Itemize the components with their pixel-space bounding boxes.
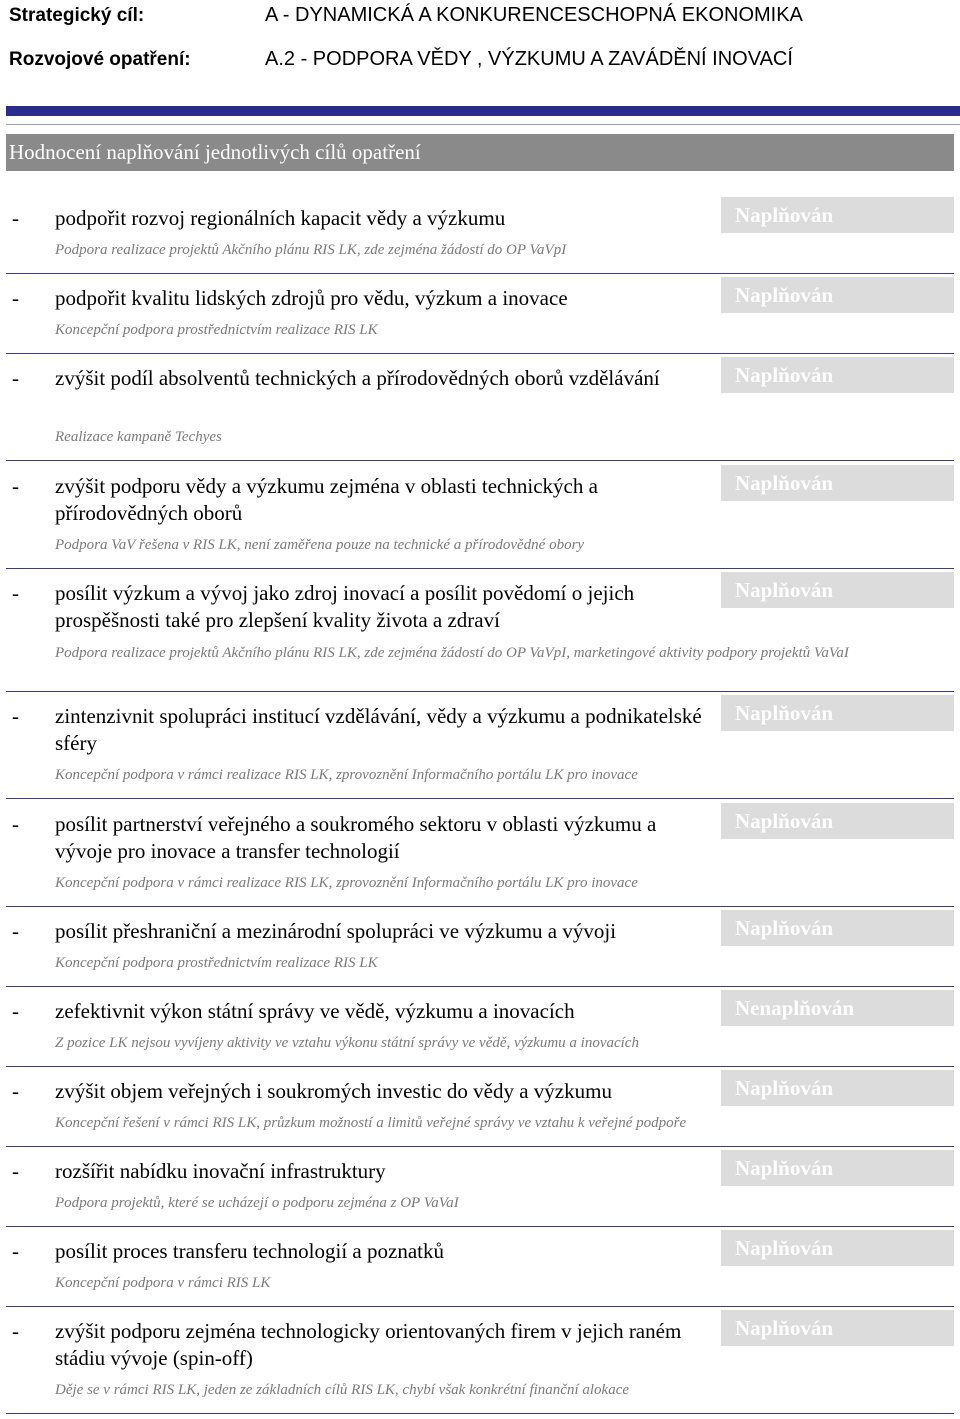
section-title: Hodnocení naplňování jednotlivých cílů opatření bbox=[6, 134, 954, 171]
goal-text: zintenzivnit spolupráci institucí vzdělávání, vědy a výzkumu a podnikatelské sféry bbox=[55, 704, 702, 755]
goal-note: Koncepční podpora v rámci RIS LK bbox=[55, 1275, 271, 1291]
goal-bullet: - bbox=[12, 704, 19, 728]
goal-separator bbox=[6, 798, 954, 799]
goal-note: Koncepční podpora v rámci realizace RIS LK, zprovoznění Informačního portálu LK pro inovace bbox=[55, 767, 638, 783]
goal-text: zvýšit objem veřejných i soukromých investic do vědy a výzkumu bbox=[55, 1079, 612, 1103]
goal-separator bbox=[6, 986, 954, 987]
goal-separator bbox=[6, 1413, 954, 1414]
goal-bullet: - bbox=[12, 919, 19, 943]
goal-status-badge: Naplňován bbox=[721, 572, 954, 608]
goal-bullet: - bbox=[12, 206, 19, 230]
goal-text: zvýšit podporu zejména technologicky orientovaných firem v jejich raném stádiu vývoje (spin-off) bbox=[55, 1319, 682, 1370]
goal-bullet: - bbox=[12, 1079, 19, 1103]
goal-bullet: - bbox=[12, 999, 19, 1023]
goal-note: Koncepční řešení v rámci RIS LK, průzkum možností a limitů veřejné správy ve vztahu k veřejné podpoře bbox=[55, 1115, 687, 1131]
goal-separator bbox=[6, 568, 954, 569]
goal-status-badge: Naplňován bbox=[721, 197, 954, 233]
goal-text: posílit výzkum a vývoj jako zdroj inovací a posílit povědomí o jejich prospěšnosti také pro zlepšení kvality života a zdraví bbox=[55, 581, 635, 632]
goal-note: Podpora VaV řešena v RIS LK, není zaměřena pouze na technické a přírodovědné obory bbox=[55, 537, 585, 553]
goal-status-badge: Naplňován bbox=[721, 910, 954, 946]
goal-status-badge: Naplňován bbox=[721, 1070, 954, 1106]
goal-text: zefektivnit výkon státní správy ve vědě, výzkumu a inovacích bbox=[55, 999, 575, 1023]
goal-bullet: - bbox=[12, 366, 19, 390]
goal-note: Podpora realizace projektů Akčního plánu RIS LK, zde zejména žádostí do OP VaVpI bbox=[55, 242, 567, 258]
goal-separator bbox=[6, 691, 954, 692]
goal-status-badge: Naplňován bbox=[721, 803, 954, 839]
goal-bullet: - bbox=[12, 1159, 19, 1183]
goal-note: Koncepční podpora prostřednictvím realizace RIS LK bbox=[55, 322, 378, 338]
goal-bullet: - bbox=[12, 1239, 19, 1263]
goal-separator bbox=[6, 1306, 954, 1307]
goal-status-badge: Nenaplňován bbox=[721, 990, 954, 1026]
goal-bullet: - bbox=[12, 286, 19, 310]
goal-text: podpořit rozvoj regionálních kapacit vědy a výzkumu bbox=[55, 206, 506, 230]
goal-status-badge: Naplňován bbox=[721, 277, 954, 313]
goal-text: podpořit kvalitu lidských zdrojů pro vědu, výzkum a inovace bbox=[55, 286, 568, 310]
goal-note: Děje se v rámci RIS LK, jeden ze základních cílů RIS LK, chybí však konkrétní finanční alokace bbox=[55, 1382, 630, 1398]
goal-status-badge: Naplňován bbox=[721, 1310, 954, 1346]
goal-status-badge: Naplňován bbox=[721, 1150, 954, 1186]
strategic-goal-value: A - DYNAMICKÁ A KONKURENCESCHOPNÁ EKONOMIKA bbox=[265, 4, 803, 26]
goal-note: Realizace kampaně Techyes bbox=[55, 429, 222, 445]
goal-note: Z pozice LK nejsou vyvíjeny aktivity ve vztahu výkonu státní správy ve vědě, výzkumu a inovacích bbox=[55, 1035, 639, 1051]
header-divider-bar bbox=[6, 106, 960, 116]
goal-separator bbox=[6, 273, 954, 274]
goal-text: posílit proces transferu technologií a poznatků bbox=[55, 1239, 444, 1263]
goal-separator bbox=[6, 1226, 954, 1227]
goal-text: posílit přeshraniční a mezinárodní spolupráci ve výzkumu a vývoji bbox=[55, 919, 617, 943]
goal-status-badge: Naplňován bbox=[721, 1230, 954, 1266]
goal-bullet: - bbox=[12, 474, 19, 498]
development-measure-label: Rozvojové opatření: bbox=[9, 49, 191, 70]
goal-bullet: - bbox=[12, 1319, 19, 1343]
strategic-goal-label: Strategický cíl: bbox=[9, 5, 145, 26]
goal-bullet: - bbox=[12, 812, 19, 836]
goal-note: Koncepční podpora v rámci realizace RIS LK, zprovoznění Informačního portálu LK pro inovace bbox=[55, 875, 638, 891]
goal-status-badge: Naplňován bbox=[721, 357, 954, 393]
goal-status-badge: Naplňován bbox=[721, 465, 954, 501]
goal-text: zvýšit podíl absolventů technických a přírodovědných oborů vzdělávání bbox=[55, 366, 660, 390]
goal-text: zvýšit podporu vědy a výzkumu zejména v oblasti technických a přírodovědných oborů bbox=[55, 474, 598, 525]
goal-note: Podpora realizace projektů Akčního plánu RIS LK, zde zejména žádostí do OP VaVpI, marketingové aktivity podpory projektů VaVaI bbox=[55, 645, 849, 661]
goal-separator bbox=[6, 460, 954, 461]
goal-separator bbox=[6, 1146, 954, 1147]
goal-separator bbox=[6, 353, 954, 354]
goal-separator bbox=[6, 906, 954, 907]
header-divider-line bbox=[6, 124, 960, 125]
goal-separator bbox=[6, 1066, 954, 1067]
goal-text: posílit partnerství veřejného a soukromého sektoru v oblasti výzkumu a vývoje pro inovace a transfer technologií bbox=[55, 812, 657, 863]
goal-note: Koncepční podpora prostřednictvím realizace RIS LK bbox=[55, 955, 378, 971]
goal-note: Podpora projektů, které se ucházejí o podporu zejména z OP VaVaI bbox=[55, 1195, 459, 1211]
goal-bullet: - bbox=[12, 581, 19, 605]
development-measure-value: A.2 - PODPORA VĚDY , VÝZKUMU A ZAVÁDĚNÍ INOVACÍ bbox=[265, 48, 793, 70]
goal-text: rozšířit nabídku inovační infrastruktury bbox=[55, 1159, 386, 1183]
goal-status-badge: Naplňován bbox=[721, 695, 954, 731]
